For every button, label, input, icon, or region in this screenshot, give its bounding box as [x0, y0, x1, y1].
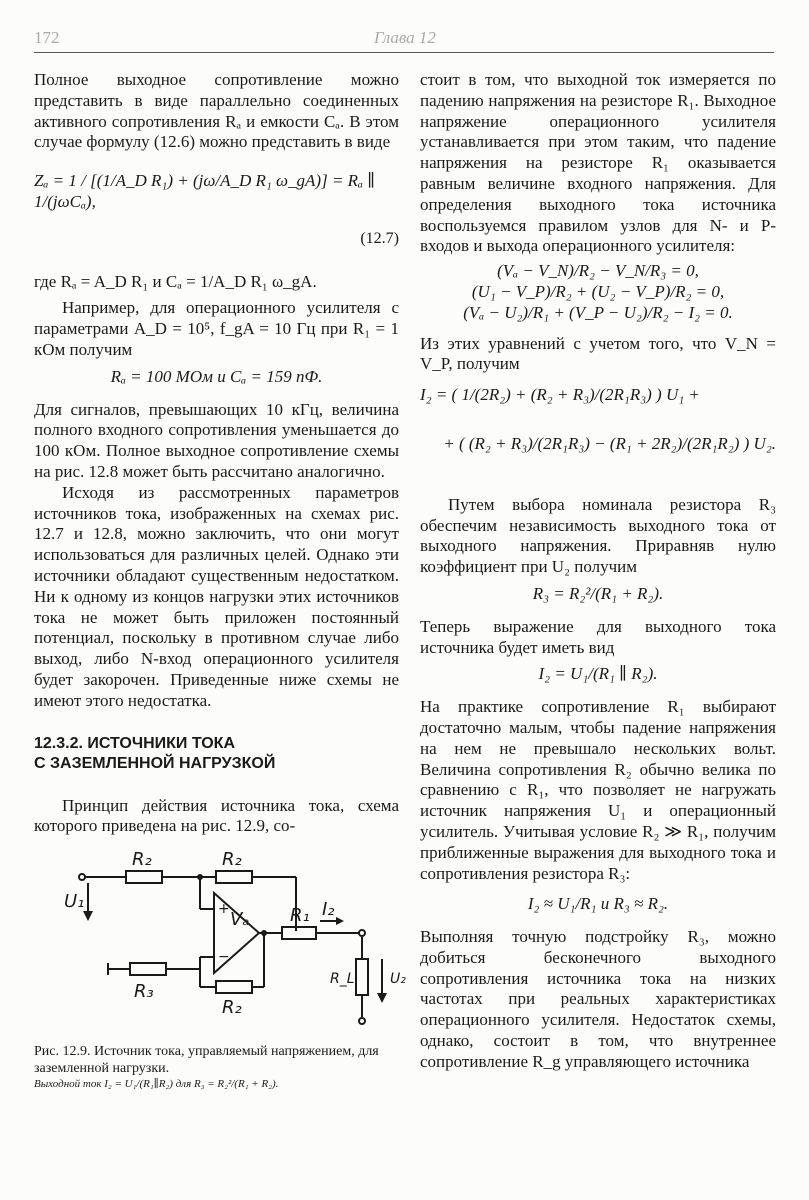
circuit-label-r1: R₁: [290, 905, 310, 927]
r3-equation: R₃ = R₂²/(R₁ + R₂).: [532, 583, 664, 603]
section-heading-line1: 12.3.2. ИСТОЧНИКИ ТОКА: [34, 734, 235, 752]
circuit-label-u1: U₁: [64, 891, 85, 913]
continued-paragraph: стоит в том, что выходной ток измеряется по падению напряжения на резисторе R₁. Выходное напряжение операционного усилителя устанавливается при этом таким, что падение напряжения на резисторе R₁ оказывается равным величине входного напряжения. Для определения выходного тока источника воспользуемся правилом узлов для N- и P-входов и выхода операционного усилителя:: [420, 70, 776, 256]
node-equation-1: (Vₐ − V_N)/R₂ − V_N/R₃ = 0,: [497, 261, 699, 281]
now-paragraph: Теперь выражение для выходного тока источника будет иметь вид: [420, 616, 776, 657]
circuit-diagram: [34, 837, 406, 1037]
right-column: [420, 70, 776, 1073]
principle-paragraph: Принцип действия источника тока, схема которого приведена на рис. 12.9, со-: [34, 795, 399, 836]
circuit-label-u2: U₂: [390, 971, 406, 988]
circuit-label-r2-input: R₂: [132, 849, 152, 871]
circuit-label-va: Vₐ: [230, 909, 250, 931]
example-paragraph: Например, для операционного усилителя с параметрами A_D = 10⁵, f_gA = 10 Гц при R₁ = 1 кОм получим: [34, 298, 399, 359]
running-header: [34, 28, 774, 53]
circuit-label-r3: R₃: [134, 981, 154, 1003]
page-number: 172: [34, 28, 60, 47]
left-column: [34, 70, 406, 1091]
circuit-label-r2-feedback: R₂: [222, 849, 242, 871]
approx-equation: I₂ ≈ U₁/R₁ и R₃ ≈ R₂.: [527, 894, 669, 914]
intro-paragraph: Полное выходное сопротивление можно представить в виде параллельно соединенных активного сопротивления Rₐ и емкости Cₐ. В этом случае формулу (12.6) можно представить в виде: [34, 70, 399, 152]
final-paragraph: Выполняя точную подстройку R₃, можно добиться бесконечного выходного сопротивления источника тока на низких частотах при реальных характеристиках операционного усилителя. Недостаток схемы, однако, состоит в том, что внутреннее сопротивление R_g управляющего источника: [420, 927, 776, 1071]
node-equation-2: (U₁ − V_P)/R₂ + (U₂ − V_P)/R₂ = 0,: [471, 281, 725, 301]
circuit-label-rl: R_L: [330, 971, 355, 988]
choice-paragraph: Путем выбора номинала резистора R₃ обеспечим независимость выходного тока от выходного напряжения. Приравняв нулю коэффициент при U₂ получим: [420, 494, 776, 577]
practice-paragraph: На практике сопротивление R₁ выбирают достаточно малым, чтобы падение напряжения на нем не превышало нескольких вольт. Величина сопротивления R₂ обычно велика по сравнению с R₁, что позволяет не нагружать источник напряжения U₁ и операционный усилитель. Учитывая условие R₂ ≫ R₁, получим приближенные выражения для выходного тока и сопротивления резистора R₃:: [420, 697, 776, 883]
figure-caption-formula: Выходной ток I₂ = U₁/(R₁∥R₂) для R₃ = R₂²/(R₁ + R₂).: [34, 1077, 279, 1090]
opamp-minus-sign: −: [218, 949, 230, 966]
equation-number: (12.7): [360, 229, 399, 247]
conclusion-paragraph: Исходя из рассмотренных параметров источников тока, изображенных на схемах рис. 12.7 и 12.8, можно заключить, что они могут использоваться для различных целей. Однако эти источники обладают существенным недостатком. Ни к одному из концов нагрузки этих источников тока не может быть приложен постоянный потенциал, поскольку в противном случае либо выход, либо N-вход операционного усилителя будет закорочен. Приведенные ниже схемы не имеют этого недостатка.: [34, 482, 399, 710]
circuit-label-i2: I₂: [322, 899, 335, 921]
node-equation-3: (Vₐ − U₂)/R₁ + (V_P − U₂)/R₂ − I₂ = 0.: [463, 302, 733, 322]
opamp-plus-sign: +: [218, 901, 230, 918]
chapter-title: Глава 12: [374, 28, 436, 47]
section-heading-line2: С ЗАЗЕМЛЕННОЙ НАГРУЗКОЙ: [34, 754, 276, 772]
figure-caption: Рис. 12.9. Источник тока, управляемый напряжением, для заземленной нагрузки.: [34, 1043, 379, 1076]
i2-final-equation: I₂ = U₁/(R₁ ∥ R₂).: [538, 664, 658, 684]
circuit-label-r2-bottom: R₂: [222, 997, 242, 1019]
equation-values: Rₐ = 100 МОм и Cₐ = 159 пФ.: [110, 366, 323, 386]
from-equations-paragraph: Из этих уравнений с учетом того, что V_N = V_P, получим: [420, 333, 776, 374]
signals-paragraph: Для сигналов, превышающих 10 кГц, величина полного входного сопротивления уменьшается до 100 кОм. Полное выходное сопротивление схемы на рис. 12.8 может быть рассчитано аналогично.: [34, 399, 399, 481]
where-paragraph: где Rₐ = A_D R₁ и Cₐ = 1/A_D R₁ ω_gA.: [34, 271, 317, 291]
i2-equation-line1: I₂ = ( 1/(2R₂) + (R₂ + R₃)/(2R₁R₃) ) U₁ +: [420, 385, 700, 405]
equation-12-7: Zₐ = 1 / [(1/A_D R₁) + (jω/A_D R₁ ω_gA)] = Rₐ ∥ 1/(jωCₐ),: [34, 171, 376, 211]
i2-equation-line2: + ( (R₂ + R₃)/(2R₁R₃) − (R₁ + 2R₂)/(2R₁R₂) ) U₂.: [443, 433, 776, 453]
